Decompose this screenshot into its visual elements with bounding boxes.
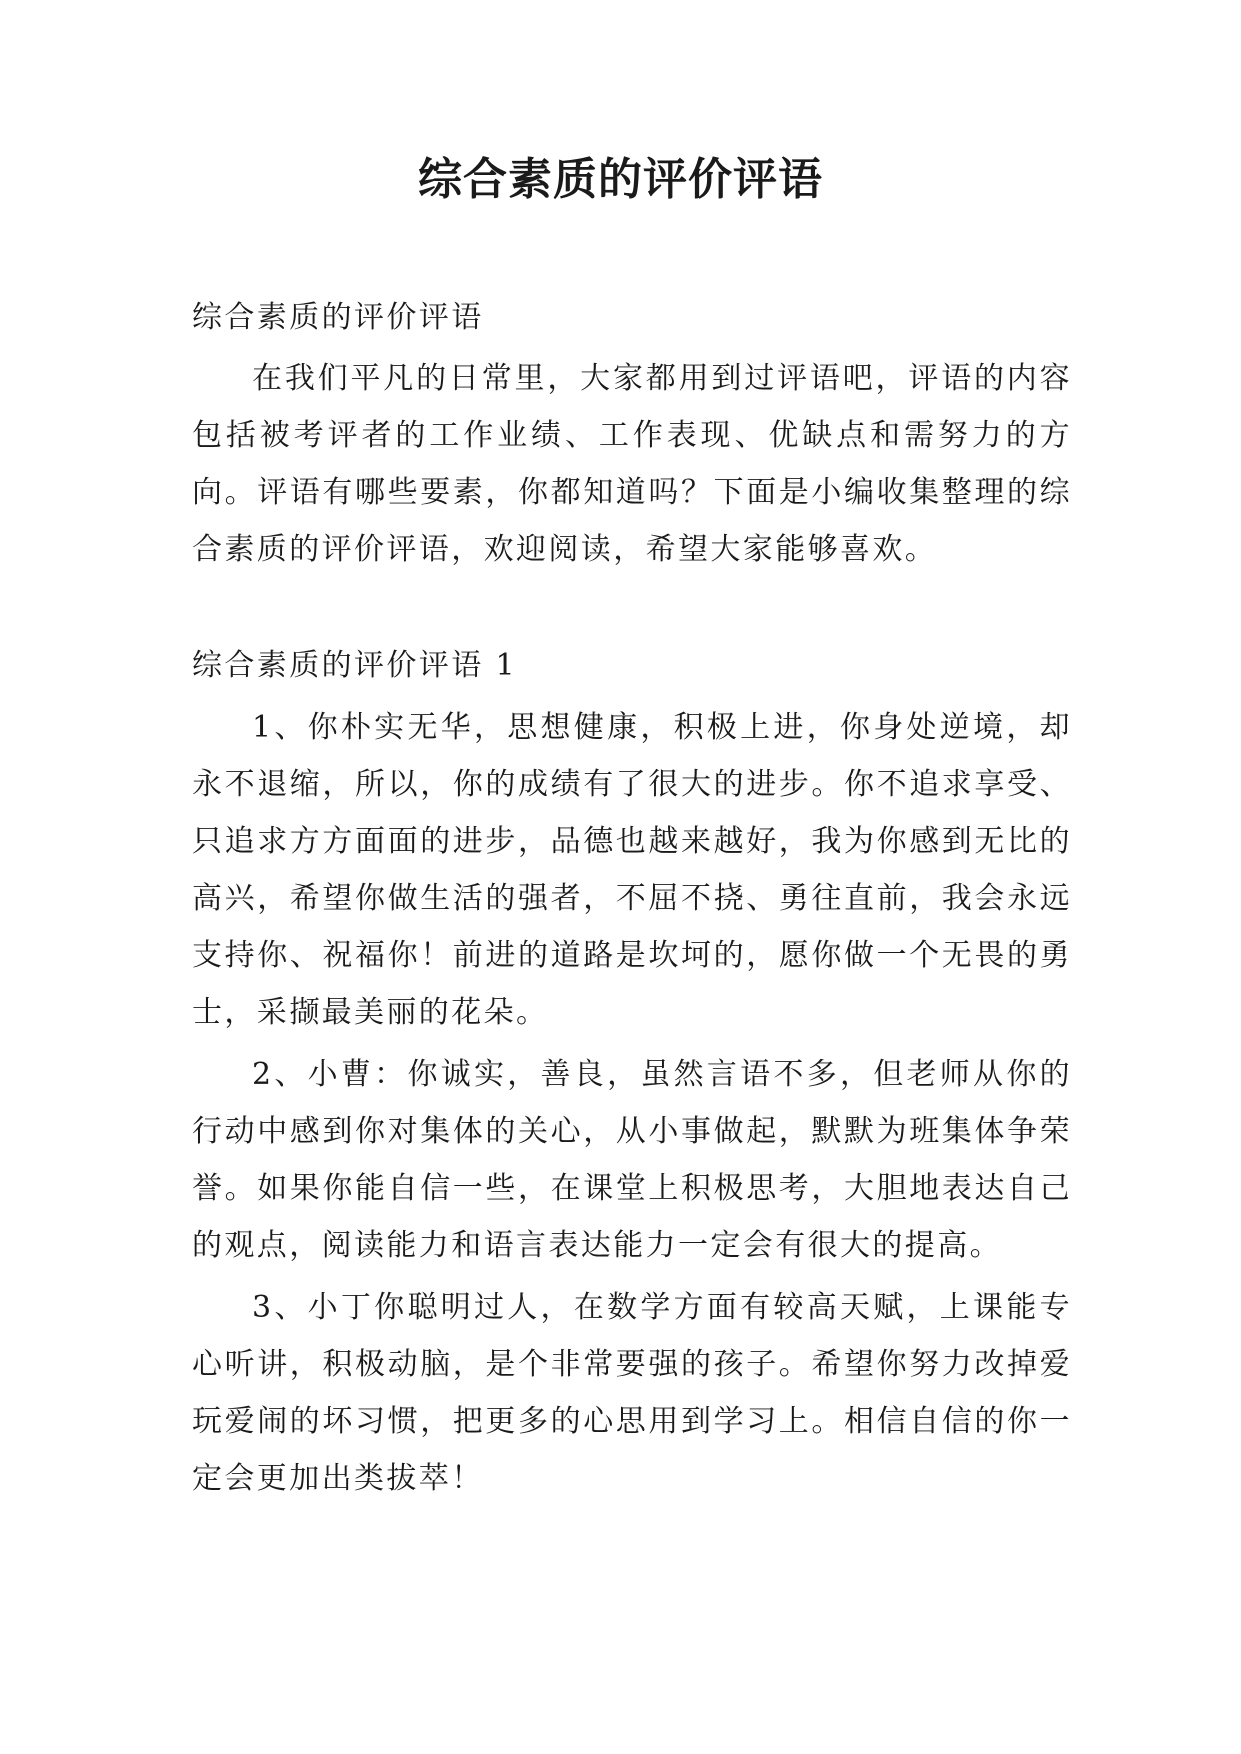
comment-item-1: 1、你朴实无华，思想健康，积极上进，你身处逆境，却永不退缩，所以，你的成绩有了很大的进步。你不追求享受、只追求方方面面的进步，品德也越来越好，我为你感到无比的高兴，希望你做生活的强者，不屈不挠、勇往直前，我会永远支持你、祝福你！前进的道路是坎坷的，愿你做一个无畏的勇士，采撷最美丽的花朵。 (192, 710, 1072, 1030)
document-body (192, 290, 1072, 1507)
spacer (192, 578, 1072, 638)
intro-paragraph: 在我们平凡的日常里，大家都用到过评语吧，评语的内容包括被考评者的工作业绩、工作表现、优缺点和需努力的方向。评语有哪些要素，你都知道吗？下面是小编收集整理的综合素质的评价评语，欢迎阅读，希望大家能够喜欢。 (192, 361, 1072, 567)
document-title: 综合素质的评价评语 (418, 154, 823, 205)
section-heading: 综合素质的评价评语 1 (192, 648, 518, 683)
document-subtitle: 综合素质的评价评语 (192, 300, 484, 335)
comment-item-2: 2、小曹：你诚实，善良，虽然言语不多，但老师从你的行动中感到你对集体的关心，从小事做起，默默为班集体争荣誉。如果你能自信一些，在课堂上积极思考，大胆地表达自己的观点，阅读能力和语言表达能力一定会有很大的提高。 (192, 1057, 1072, 1263)
comment-item-3: 3、小丁你聪明过人，在数学方面有较高天赋，上课能专心听讲，积极动脑，是个非常要强的孩子。希望你努力改掉爱玩爱闹的坏习惯，把更多的心思用到学习上。相信自信的你一定会更加出类拔萃！ (192, 1290, 1072, 1496)
